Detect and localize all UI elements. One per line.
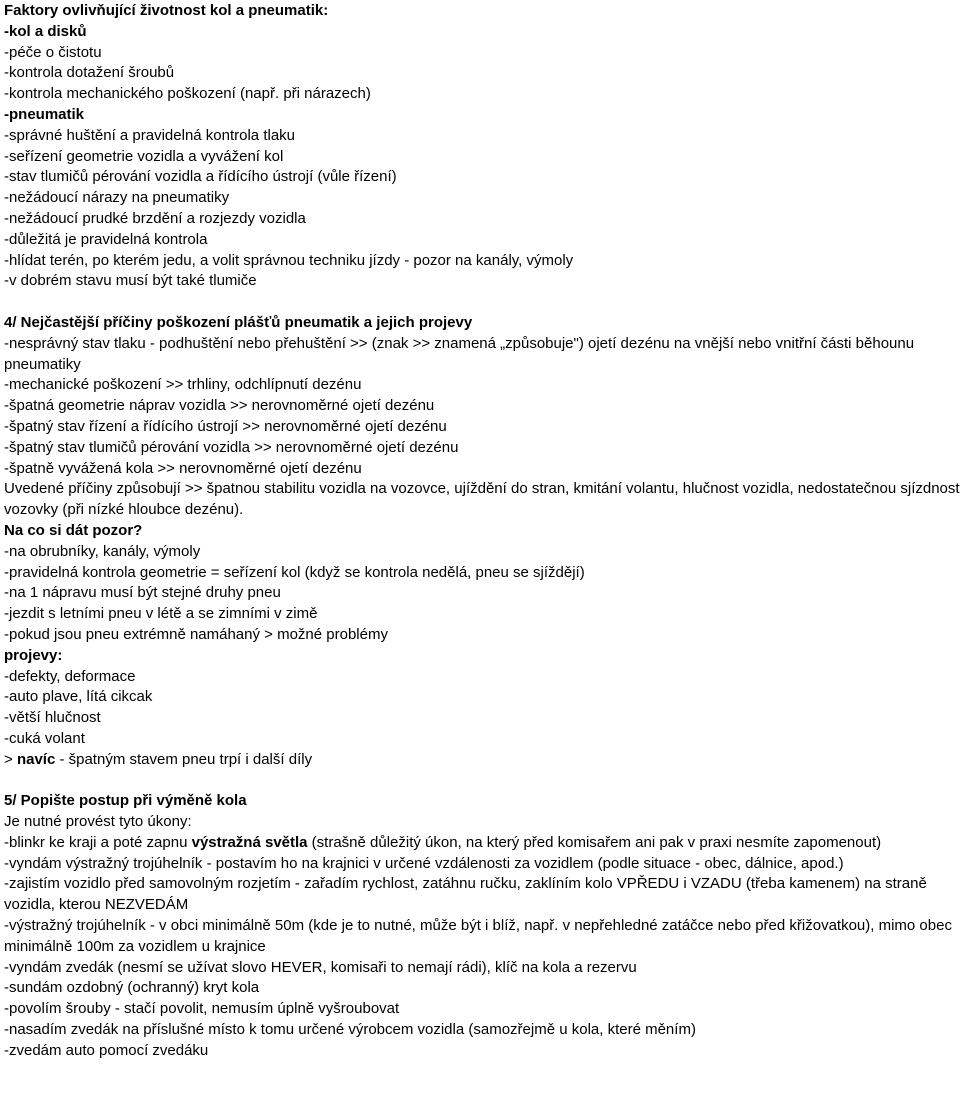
- list-item: -nesprávný stav tlaku - podhuštění nebo přehuštění >> (znak >> znamená „způsobuje") ojetí dezénu na vnější nebo vnitřní části běhounu pneumatiky: [4, 334, 915, 373]
- list-item: -povolím šrouby - stačí povolit, nemusím úplně vyšroubovat: [4, 1000, 400, 1018]
- spacer: [4, 292, 960, 313]
- list-item: [4, 833, 960, 854]
- list-item: -pravidelná kontrola geometrie = seřízení kol (když se kontrola nedělá, pneu se sjíždějí): [4, 563, 585, 581]
- extra-prefix: >: [4, 750, 17, 768]
- list-item: -kontrola dotažení šroubů: [4, 64, 175, 82]
- list-item: -péče o čistotu: [4, 43, 102, 61]
- procedure-intro: Je nutné provést tyto úkony:: [4, 813, 192, 831]
- symptoms-heading: projevy:: [4, 646, 63, 664]
- causes-heading: 4/ Nejčastější příčiny poškození plášťů pneumatik a jejich projevy: [4, 313, 473, 331]
- list-item: -špatný stav řízení a řídícího ústrojí >> nerovnoměrné ojetí dezénu: [4, 417, 447, 435]
- list-item: -větší hlučnost: [4, 709, 101, 727]
- list-item: -seřízení geometrie vozidla a vyvážení kol: [4, 147, 284, 165]
- list-item: -jezdit s letními pneu v létě a se zimními v zimě: [4, 605, 318, 623]
- list-item: -nežádoucí nárazy na pneumatiky: [4, 189, 230, 207]
- factors-heading: Faktory ovlivňující životnost kol a pneumatik:: [4, 2, 329, 19]
- list-item: -auto plave, lítá cikcak: [4, 688, 153, 706]
- list-item: -výstražný trojúhelník - v obci minimálně 50m (kde je to nutné, může být i blíž, např. v nepřehledné zatáčce nebo před křižovatkou), mimo obec minimálně 100m za vozidlem u krajnice: [4, 917, 952, 955]
- list-item: -cuká volant: [4, 729, 85, 747]
- summary-paragraph: Uvedené příčiny způsobují >> špatnou stabilitu vozidla na vozovce, ujíždění do stran, kmitání volantu, hlučnost vozidla, nedostatečnou sjízdnost vozovky (při nízké hloubce dezénu).: [4, 480, 960, 519]
- list-item: -špatná geometrie náprav vozidla >> nerovnoměrné ojetí dezénu: [4, 397, 435, 415]
- list-item: -důležitá je pravidelná kontrola: [4, 230, 208, 248]
- list-item: -stav tlumičů pérování vozidla a řídícího ústrojí (vůle řízení): [4, 168, 397, 186]
- list-item: -nasadím zvedák na příslušné místo k tomu určené výrobcem vozidla (samozřejmě u kola, které měním): [4, 1021, 696, 1039]
- list-item: -na obrubníky, kanály, výmoly: [4, 542, 201, 560]
- extra-text: - špatným stavem pneu trpí i další díly: [55, 750, 313, 768]
- step-text: (strašně důležitý úkon, na který před komisařem ani pak v praxi nesmíte zapomenout): [307, 833, 882, 851]
- spacer: [4, 770, 960, 791]
- list-item: -zajistím vozidlo před samovolným rozjetím - zařadím rychlost, zatáhnu ručku, zaklíním kolo VPŘEDU i VZADU (třeba kamenem) na straně vozidla, kterou NEZVEDÁM: [4, 875, 927, 914]
- list-item: -vyndám zvedák (nesmí se užívat slovo HEVER, komisaři to nemají rádi), klíč na kola a rezervu: [4, 958, 637, 976]
- list-item: -na 1 nápravu musí být stejné druhy pneu: [4, 584, 281, 602]
- list-item: -v dobrém stavu musí být také tlumiče: [4, 272, 257, 290]
- wheels-heading: -kol a disků: [4, 22, 87, 40]
- procedure-heading: 5/ Popište postup při výměně kola: [4, 792, 247, 810]
- list-item: -hlídat terén, po kterém jedu, a volit správnou techniku jízdy - pozor na kanály, výmoly: [4, 251, 574, 269]
- list-item: -zvedám auto pomocí zvedáku: [4, 1041, 209, 1059]
- list-item: -vyndám výstražný trojúhelník - postavím ho na krajnici v určené vzdálenosti za vozidlem (podle situace - obec, dálnice, apod.): [4, 854, 844, 872]
- step-text: -blinkr ke kraji a poté zapnu: [4, 833, 192, 851]
- list-item: -defekty, deformace: [4, 667, 136, 685]
- list-item: -mechanické poškození >> trhliny, odchlípnutí dezénu: [4, 376, 362, 394]
- list-item: -kontrola mechanického poškození (např. při nárazech): [4, 85, 371, 103]
- list-item: -nežádoucí prudké brzdění a rozjezdy vozidla: [4, 209, 306, 227]
- caution-heading: Na co si dát pozor?: [4, 521, 143, 539]
- list-item: -pokud jsou pneu extrémně namáhaný > možné problémy: [4, 625, 388, 643]
- extra-emphasis: navíc: [16, 750, 56, 768]
- list-item: -správné huštění a pravidelná kontrola tlaku: [4, 126, 296, 144]
- list-item: -sundám ozdobný (ochranný) kryt kola: [4, 979, 260, 997]
- extra-note: [4, 750, 960, 771]
- list-item: -špatně vyvážená kola >> nerovnoměrné ojetí dezénu: [4, 459, 362, 477]
- list-item: -špatný stav tlumičů pérování vozidla >> nerovnoměrné ojetí dezénu: [4, 438, 459, 456]
- step-emphasis: výstražná světla: [191, 833, 308, 851]
- tires-heading: -pneumatik: [4, 105, 85, 123]
